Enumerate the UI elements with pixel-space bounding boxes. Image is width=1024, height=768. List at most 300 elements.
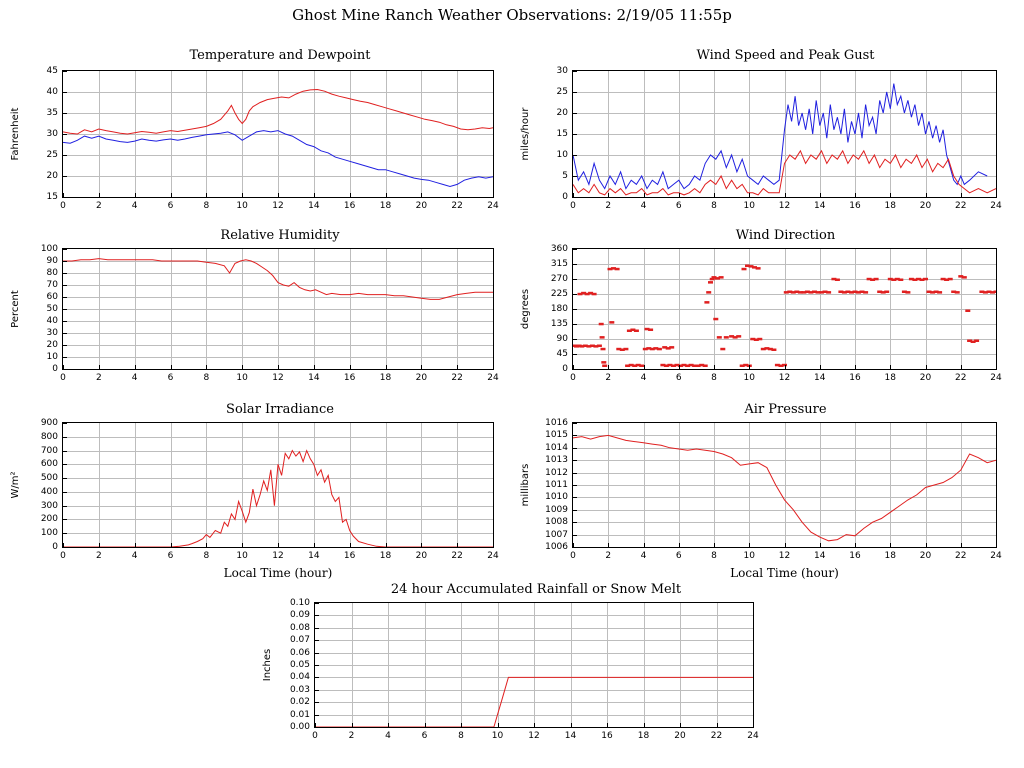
y-tick-mark xyxy=(315,690,319,691)
y-tick-mark xyxy=(315,715,319,716)
y-tick-label: 10 xyxy=(46,352,58,362)
x-tick-label: 2 xyxy=(95,373,102,383)
y-tick-mark xyxy=(573,460,577,461)
y-tick-label: 20 xyxy=(46,171,58,181)
x-tick-mark xyxy=(171,365,172,369)
x-tick-label: 24 xyxy=(990,373,1002,383)
x-tick-label: 16 xyxy=(343,373,356,383)
y-tick-label: 30 xyxy=(46,328,58,338)
y-tick-mark xyxy=(63,176,67,177)
x-tick-label: 6 xyxy=(675,201,682,211)
x-tick-label: 20 xyxy=(415,551,428,561)
x-tick-mark xyxy=(608,193,609,197)
y-tick-mark xyxy=(573,473,577,474)
y-tick-mark xyxy=(573,92,577,93)
x-tick-label: 8 xyxy=(711,551,717,561)
x-tick-mark xyxy=(135,193,136,197)
y-tick-mark xyxy=(63,451,67,452)
x-tick-mark xyxy=(961,365,962,369)
x-tick-label: 10 xyxy=(491,731,504,741)
y-axis-label-pressure: millibars xyxy=(520,463,531,507)
y-tick-label: 1006 xyxy=(545,542,568,552)
y-tick-label: 1010 xyxy=(545,492,568,503)
y-tick-label: 15 xyxy=(46,192,58,202)
y-tick-label: 0 xyxy=(52,542,58,552)
y-tick-mark xyxy=(63,357,67,358)
series-layer-humidity xyxy=(63,249,493,369)
x-tick-mark xyxy=(996,543,997,547)
x-tick-mark xyxy=(961,193,962,197)
y-tick-label: 70 xyxy=(46,280,58,290)
y-tick-label: 0.00 xyxy=(289,722,310,732)
x-tick-mark xyxy=(961,543,962,547)
x-tick-mark xyxy=(498,723,499,727)
x-tick-label: 0 xyxy=(570,551,576,561)
x-tick-label: 10 xyxy=(743,373,755,383)
x-tick-label: 12 xyxy=(778,201,791,211)
x-tick-mark xyxy=(996,193,997,197)
chart-title-pressure: Air Pressure xyxy=(744,402,827,417)
x-tick-mark xyxy=(206,543,207,547)
y-tick-label: 0 xyxy=(562,192,568,202)
x-tick-mark xyxy=(314,193,315,197)
x-tick-label: 24 xyxy=(487,551,499,561)
y-tick-label: 135 xyxy=(550,319,568,329)
x-tick-mark xyxy=(206,365,207,369)
y-axis-label-solar: W/m² xyxy=(10,471,21,499)
y-tick-label: 10 xyxy=(556,150,568,160)
y-tick-label: 0.01 xyxy=(289,709,310,720)
y-tick-mark xyxy=(63,273,67,274)
x-tick-label: 18 xyxy=(884,373,896,383)
x-tick-mark xyxy=(278,365,279,369)
x-tick-mark xyxy=(855,543,856,547)
y-axis-label-rainfall: Inches xyxy=(262,648,273,682)
y-axis-label-wind_speed: miles/hour xyxy=(520,107,531,161)
y-tick-mark xyxy=(573,339,577,340)
x-tick-label: 8 xyxy=(711,373,717,383)
y-tick-label: 600 xyxy=(40,459,58,470)
y-tick-mark xyxy=(573,134,577,135)
x-tick-mark xyxy=(749,365,750,369)
chart-title-humidity: Relative Humidity xyxy=(220,228,340,243)
x-tick-label: 2 xyxy=(605,551,612,561)
x-tick-label: 0 xyxy=(570,373,576,383)
x-tick-label: 20 xyxy=(919,201,932,211)
y-tick-label: 45 xyxy=(46,66,58,76)
x-tick-mark xyxy=(573,193,574,197)
y-tick-label: 90 xyxy=(46,256,58,266)
x-tick-label: 22 xyxy=(955,551,967,561)
y-tick-mark xyxy=(63,345,67,346)
x-tick-mark xyxy=(820,365,821,369)
x-tick-mark xyxy=(608,365,609,369)
x-tick-mark xyxy=(493,365,494,369)
x-tick-mark xyxy=(421,365,422,369)
x-tick-mark xyxy=(890,365,891,369)
x-tick-mark xyxy=(571,723,572,727)
y-axis-label-humidity: Percent xyxy=(10,290,21,328)
page-title: Ghost Mine Ranch Weather Observations: 2/19/05 11:55p xyxy=(292,6,732,24)
y-tick-label: 270 xyxy=(550,274,568,284)
y-tick-mark xyxy=(573,176,577,177)
x-tick-mark xyxy=(386,365,387,369)
x-tick-mark xyxy=(714,193,715,197)
y-tick-mark xyxy=(63,92,67,93)
x-tick-mark xyxy=(206,193,207,197)
x-tick-label: 4 xyxy=(385,731,391,741)
x-tick-label: 14 xyxy=(814,551,826,561)
y-tick-mark xyxy=(573,369,577,370)
x-tick-label: 18 xyxy=(379,373,392,383)
x-tick-mark xyxy=(457,543,458,547)
x-tick-mark xyxy=(421,543,422,547)
y-tick-label: 5 xyxy=(562,171,568,181)
y-tick-mark xyxy=(315,615,319,616)
x-tick-mark xyxy=(607,723,608,727)
x-tick-mark xyxy=(679,365,680,369)
y-tick-mark xyxy=(573,522,577,523)
y-tick-mark xyxy=(315,665,319,666)
x-tick-mark xyxy=(171,193,172,197)
y-tick-mark xyxy=(315,628,319,629)
y-tick-label: 700 xyxy=(40,445,58,456)
x-tick-label: 22 xyxy=(451,201,463,211)
x-tick-mark xyxy=(644,723,645,727)
y-tick-mark xyxy=(573,71,577,72)
y-tick-label: 400 xyxy=(40,486,58,497)
y-tick-mark xyxy=(63,155,67,156)
series-layer-rainfall xyxy=(315,603,753,727)
y-tick-label: 20 xyxy=(556,108,568,118)
x-tick-label: 8 xyxy=(711,201,717,211)
y-tick-label: 0.08 xyxy=(289,622,310,633)
y-tick-mark xyxy=(573,497,577,498)
y-tick-mark xyxy=(573,264,577,265)
x-tick-label: 6 xyxy=(167,201,174,211)
x-tick-mark xyxy=(278,543,279,547)
y-tick-label: 1008 xyxy=(545,517,568,528)
y-tick-mark xyxy=(63,519,67,520)
plot-area-rainfall xyxy=(314,602,754,728)
x-tick-mark xyxy=(457,365,458,369)
x-tick-mark xyxy=(785,543,786,547)
x-tick-label: 22 xyxy=(710,731,723,741)
x-tick-label: 0 xyxy=(570,201,576,211)
x-tick-label: 18 xyxy=(637,731,650,741)
x-tick-label: 10 xyxy=(236,201,248,211)
x-tick-mark xyxy=(573,365,574,369)
x-tick-label: 12 xyxy=(272,373,284,383)
x-tick-mark xyxy=(388,723,389,727)
x-tick-label: 2 xyxy=(605,201,612,211)
plot-area-humidity xyxy=(62,248,494,370)
x-tick-mark xyxy=(242,193,243,197)
x-tick-mark xyxy=(644,365,645,369)
x-tick-mark xyxy=(926,543,927,547)
x-tick-mark xyxy=(350,193,351,197)
x-tick-label: 2 xyxy=(605,373,612,383)
y-axis-label-wind_direction: degrees xyxy=(520,288,531,330)
y-tick-label: 100 xyxy=(40,528,58,539)
y-tick-label: 1009 xyxy=(545,504,568,515)
y-tick-mark xyxy=(63,261,67,262)
x-tick-mark xyxy=(890,543,891,547)
x-tick-mark xyxy=(350,543,351,547)
y-tick-mark xyxy=(63,437,67,438)
plot-area-temperature xyxy=(62,70,494,198)
x-tick-label: 20 xyxy=(674,731,686,741)
y-tick-mark xyxy=(315,727,319,728)
y-tick-mark xyxy=(573,448,577,449)
x-tick-label: 4 xyxy=(640,201,647,211)
x-tick-mark xyxy=(493,193,494,197)
y-tick-label: 1016 xyxy=(545,418,568,428)
y-tick-label: 15 xyxy=(556,129,568,139)
y-tick-label: 1007 xyxy=(545,529,568,540)
x-tick-mark xyxy=(63,365,64,369)
x-tick-label: 24 xyxy=(487,373,499,383)
x-tick-label: 16 xyxy=(849,201,861,211)
x-tick-mark xyxy=(457,193,458,197)
plot-area-solar xyxy=(62,422,494,548)
y-tick-mark xyxy=(63,547,67,548)
x-tick-label: 6 xyxy=(167,551,174,561)
x-tick-label: 24 xyxy=(487,201,499,211)
y-tick-mark xyxy=(573,197,577,198)
x-tick-label: 22 xyxy=(955,201,967,211)
x-tick-mark xyxy=(63,193,64,197)
y-axis-label-temperature: Fahrenheit xyxy=(10,107,21,161)
y-tick-label: 80 xyxy=(46,268,58,278)
x-tick-mark xyxy=(679,543,680,547)
x-tick-label: 2 xyxy=(348,731,355,741)
x-tick-label: 8 xyxy=(203,551,210,561)
y-tick-mark xyxy=(63,113,67,114)
x-tick-mark xyxy=(820,543,821,547)
y-tick-label: 200 xyxy=(40,514,58,525)
x-tick-mark xyxy=(461,723,462,727)
x-tick-label: 18 xyxy=(884,201,896,211)
y-tick-label: 300 xyxy=(40,500,58,511)
x-tick-label: 14 xyxy=(308,551,320,561)
x-tick-mark xyxy=(926,193,927,197)
y-tick-mark xyxy=(63,492,67,493)
y-tick-label: 0.07 xyxy=(289,635,310,646)
y-tick-label: 1012 xyxy=(545,467,568,478)
x-axis-label-solar: Local Time (hour) xyxy=(223,566,333,580)
y-tick-label: 30 xyxy=(46,129,58,139)
y-tick-label: 0 xyxy=(562,364,568,374)
x-tick-mark xyxy=(63,543,64,547)
y-tick-label: 50 xyxy=(46,304,58,314)
y-tick-label: 100 xyxy=(40,244,58,254)
x-tick-mark xyxy=(350,365,351,369)
x-tick-label: 2 xyxy=(95,201,102,211)
x-tick-label: 16 xyxy=(849,551,861,561)
y-tick-label: 1013 xyxy=(545,455,568,466)
x-tick-label: 12 xyxy=(778,373,791,383)
chart-title-wind_direction: Wind Direction xyxy=(735,228,836,243)
plot-area-wind_speed xyxy=(572,70,997,198)
y-tick-mark xyxy=(63,297,67,298)
y-tick-label: 180 xyxy=(550,304,568,314)
x-tick-label: 10 xyxy=(236,551,248,561)
y-tick-mark xyxy=(63,478,67,479)
x-tick-mark xyxy=(926,365,927,369)
y-tick-mark xyxy=(573,510,577,511)
x-tick-mark xyxy=(386,543,387,547)
y-tick-label: 360 xyxy=(550,244,568,254)
y-tick-mark xyxy=(573,485,577,486)
y-tick-mark xyxy=(63,197,67,198)
series-layer-pressure xyxy=(573,423,996,547)
x-tick-label: 18 xyxy=(379,551,392,561)
x-tick-mark xyxy=(996,365,997,369)
x-tick-label: 24 xyxy=(990,201,1002,211)
x-tick-label: 20 xyxy=(415,373,428,383)
y-tick-mark xyxy=(63,134,67,135)
series-layer-wind_direction xyxy=(573,249,996,369)
x-tick-label: 4 xyxy=(131,201,138,211)
x-tick-label: 0 xyxy=(60,201,66,211)
y-tick-mark xyxy=(573,535,577,536)
chart-title-wind_speed: Wind Speed and Peak Gust xyxy=(696,48,875,63)
y-tick-mark xyxy=(573,309,577,310)
x-tick-mark xyxy=(534,723,535,727)
x-tick-mark xyxy=(855,365,856,369)
x-tick-mark xyxy=(820,193,821,197)
y-tick-label: 0.10 xyxy=(289,598,310,608)
x-tick-label: 0 xyxy=(60,551,66,561)
x-tick-label: 4 xyxy=(640,373,647,383)
x-tick-label: 8 xyxy=(203,373,210,383)
y-tick-label: 1015 xyxy=(545,430,568,441)
x-tick-label: 6 xyxy=(675,373,682,383)
x-tick-mark xyxy=(493,543,494,547)
x-tick-label: 10 xyxy=(743,551,755,561)
y-tick-mark xyxy=(573,294,577,295)
chart-title-rainfall: 24 hour Accumulated Rainfall or Snow Melt xyxy=(390,582,682,597)
y-tick-mark xyxy=(573,354,577,355)
y-tick-label: 0.06 xyxy=(289,647,310,658)
y-tick-label: 0.02 xyxy=(289,697,310,708)
x-tick-label: 14 xyxy=(308,201,320,211)
x-tick-label: 14 xyxy=(814,373,826,383)
y-tick-mark xyxy=(63,321,67,322)
x-tick-label: 12 xyxy=(778,551,791,561)
series-layer-wind_speed xyxy=(573,71,996,197)
x-tick-label: 20 xyxy=(919,551,932,561)
x-tick-mark xyxy=(386,193,387,197)
x-tick-label: 2 xyxy=(95,551,102,561)
y-tick-label: 0.03 xyxy=(289,684,310,695)
y-tick-label: 90 xyxy=(556,334,568,344)
x-tick-mark xyxy=(714,543,715,547)
y-tick-label: 40 xyxy=(46,316,58,326)
x-tick-label: 18 xyxy=(884,551,896,561)
x-tick-mark xyxy=(352,723,353,727)
y-tick-label: 500 xyxy=(40,473,58,484)
y-tick-label: 0.09 xyxy=(289,610,310,621)
x-tick-mark xyxy=(242,365,243,369)
y-tick-mark xyxy=(63,369,67,370)
x-tick-label: 0 xyxy=(60,373,66,383)
x-tick-mark xyxy=(785,365,786,369)
y-tick-label: 0.05 xyxy=(289,660,310,670)
x-tick-mark xyxy=(99,365,100,369)
x-tick-label: 6 xyxy=(167,373,174,383)
y-tick-mark xyxy=(63,423,67,424)
y-tick-mark xyxy=(573,249,577,250)
x-tick-mark xyxy=(855,193,856,197)
x-tick-label: 12 xyxy=(272,551,284,561)
x-tick-mark xyxy=(135,543,136,547)
series-layer-solar xyxy=(63,423,493,547)
x-tick-label: 6 xyxy=(675,551,682,561)
x-tick-mark xyxy=(714,365,715,369)
y-tick-label: 25 xyxy=(46,150,58,160)
y-tick-mark xyxy=(573,279,577,280)
y-tick-mark xyxy=(315,603,319,604)
y-tick-label: 35 xyxy=(46,108,58,118)
x-tick-mark xyxy=(680,723,681,727)
x-tick-mark xyxy=(717,723,718,727)
x-tick-label: 24 xyxy=(747,731,759,741)
x-tick-mark xyxy=(278,193,279,197)
y-tick-label: 225 xyxy=(550,289,568,299)
y-tick-label: 30 xyxy=(556,66,568,76)
y-tick-mark xyxy=(573,324,577,325)
y-tick-mark xyxy=(63,464,67,465)
x-tick-label: 16 xyxy=(849,373,861,383)
x-tick-label: 10 xyxy=(743,201,755,211)
x-tick-mark xyxy=(644,543,645,547)
x-tick-label: 4 xyxy=(131,551,138,561)
x-tick-mark xyxy=(99,193,100,197)
y-tick-mark xyxy=(573,423,577,424)
x-tick-mark xyxy=(679,193,680,197)
x-tick-label: 18 xyxy=(379,201,392,211)
y-tick-mark xyxy=(63,285,67,286)
x-tick-label: 16 xyxy=(601,731,613,741)
x-tick-label: 8 xyxy=(458,731,464,741)
x-tick-label: 4 xyxy=(640,551,647,561)
plot-area-pressure xyxy=(572,422,997,548)
y-tick-label: 0 xyxy=(52,364,58,374)
x-tick-label: 4 xyxy=(131,373,138,383)
y-tick-label: 40 xyxy=(46,87,58,97)
x-tick-mark xyxy=(242,543,243,547)
chart-title-solar: Solar Irradiance xyxy=(226,402,334,417)
y-tick-label: 45 xyxy=(556,349,568,359)
y-tick-label: 315 xyxy=(550,259,568,269)
x-tick-label: 12 xyxy=(528,731,540,741)
x-axis-label-pressure: Local Time (hour) xyxy=(730,566,839,580)
plot-area-wind_direction xyxy=(572,248,997,370)
x-tick-mark xyxy=(785,193,786,197)
x-tick-label: 16 xyxy=(343,551,356,561)
y-tick-label: 60 xyxy=(46,292,58,302)
y-tick-label: 800 xyxy=(40,431,58,442)
y-tick-mark xyxy=(63,71,67,72)
y-tick-label: 900 xyxy=(40,418,58,428)
x-tick-label: 6 xyxy=(421,731,428,741)
x-tick-mark xyxy=(314,543,315,547)
x-tick-mark xyxy=(753,723,754,727)
y-tick-mark xyxy=(63,533,67,534)
x-tick-mark xyxy=(890,193,891,197)
